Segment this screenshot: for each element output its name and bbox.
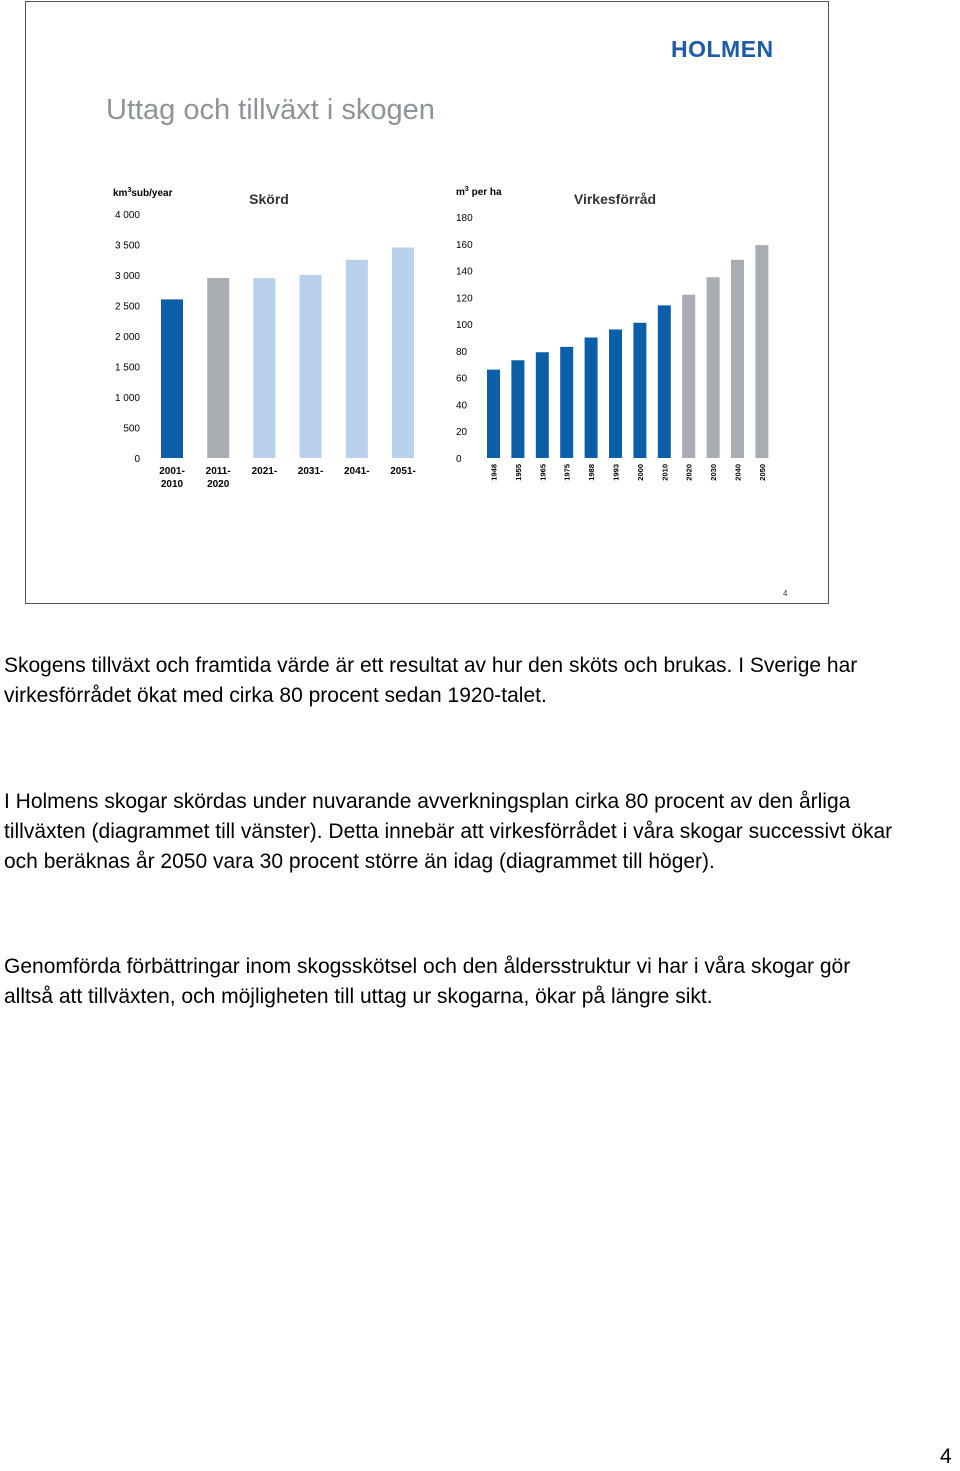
right-bar	[707, 277, 720, 458]
left-y-tick: 1 500	[114, 362, 140, 374]
right-bar	[487, 370, 500, 458]
left-x-tick: 2041-	[344, 466, 370, 477]
left-y-tick: 3 500	[114, 240, 140, 252]
right-bar	[609, 329, 622, 458]
left-y-tick: 1 000	[114, 393, 140, 404]
left-x-tick: 2051-	[390, 466, 416, 477]
page-number: 4	[940, 1445, 952, 1468]
right-bar	[560, 347, 573, 458]
right-bar	[682, 295, 695, 458]
right-y-tick: 40	[456, 400, 468, 412]
right-x-tick: 1965	[538, 464, 548, 481]
right-x-tick: 2020	[684, 464, 694, 481]
right-x-tick: 1993	[611, 464, 621, 481]
slide-number: 4	[783, 589, 788, 598]
right-bar	[658, 305, 671, 458]
paragraph-2: I Holmens skogar skördas under nuvarande avverkningsplan cirka 80 procent av den årliga tillväxten (diagrammet till vänster). Detta innebär att virkesförrådet i våra skogar successivt ökar och beräknas år 2050 vara 30 procent större än idag (diagrammet till höger).	[4, 790, 893, 873]
right-y-tick: 180	[456, 213, 473, 224]
growing-stock-chart	[26, 2, 828, 522]
right-x-tick: 2040	[733, 464, 743, 481]
right-bar	[585, 338, 598, 459]
right-y-tick: 80	[456, 346, 468, 358]
left-y-axis-label: $km^3sub$/year	[113, 187, 173, 199]
left-x-tick: 2001-2010	[159, 466, 185, 490]
paragraph-3: Genomförda förbättringar inom skogsskötsel och den åldersstruktur vi har i våra skogar gör alltså att tillväxten, och möjligheten till uttag ur skogarna, ökar på längre sikt.	[4, 955, 851, 1008]
right-y-tick: 160	[456, 239, 473, 251]
right-y-tick: 0	[456, 454, 462, 465]
left-chart-title: Skörd	[249, 191, 289, 207]
right-bar	[633, 323, 646, 458]
left-y-tick: 3 000	[114, 271, 140, 282]
right-x-tick: 1955	[513, 464, 523, 481]
left-y-tick: 4 000	[114, 210, 140, 221]
right-bar	[536, 352, 549, 458]
right-bar	[755, 245, 768, 458]
right-y-tick: 100	[456, 320, 473, 332]
left-x-tick: 2021-	[251, 466, 278, 477]
right-y-axis-label: $m^3$ per ha	[456, 186, 502, 198]
right-x-tick: 1975	[562, 464, 572, 481]
right-x-tick: 2010	[660, 464, 670, 481]
right-chart-title: Virkesförråd	[573, 191, 657, 207]
right-y-tick: 60	[456, 373, 468, 385]
left-y-tick: 500	[123, 423, 140, 435]
left-x-tick: 2031-	[297, 466, 324, 477]
slide-title: Uttag och tillväxt i skogen	[106, 94, 435, 126]
right-x-tick: 1988	[587, 464, 597, 481]
paragraph-1: Skogens tillväxt och framtida värde är ett resultat av hur den sköts och brukas. I Sverige har virkesförrådet ökat med cirka 80 procent sedan 1920-talet.	[4, 654, 858, 707]
slide	[25, 1, 829, 604]
holmen-logo: HOLMEN	[671, 36, 774, 62]
right-bar	[731, 260, 744, 458]
right-y-tick: 120	[456, 293, 473, 305]
right-bar	[511, 360, 524, 458]
left-y-tick: 2 000	[114, 332, 140, 343]
right-y-tick: 20	[456, 427, 468, 439]
right-x-tick: 2030	[709, 464, 719, 481]
right-x-tick: 1948	[489, 464, 499, 481]
right-x-tick: 2000	[635, 464, 645, 481]
left-y-tick: 0	[134, 454, 140, 465]
left-y-tick: 2 500	[114, 301, 140, 313]
right-x-tick: 2050	[757, 464, 767, 481]
right-y-tick: 140	[456, 266, 473, 278]
left-x-tick: 2011-2020	[205, 466, 231, 490]
